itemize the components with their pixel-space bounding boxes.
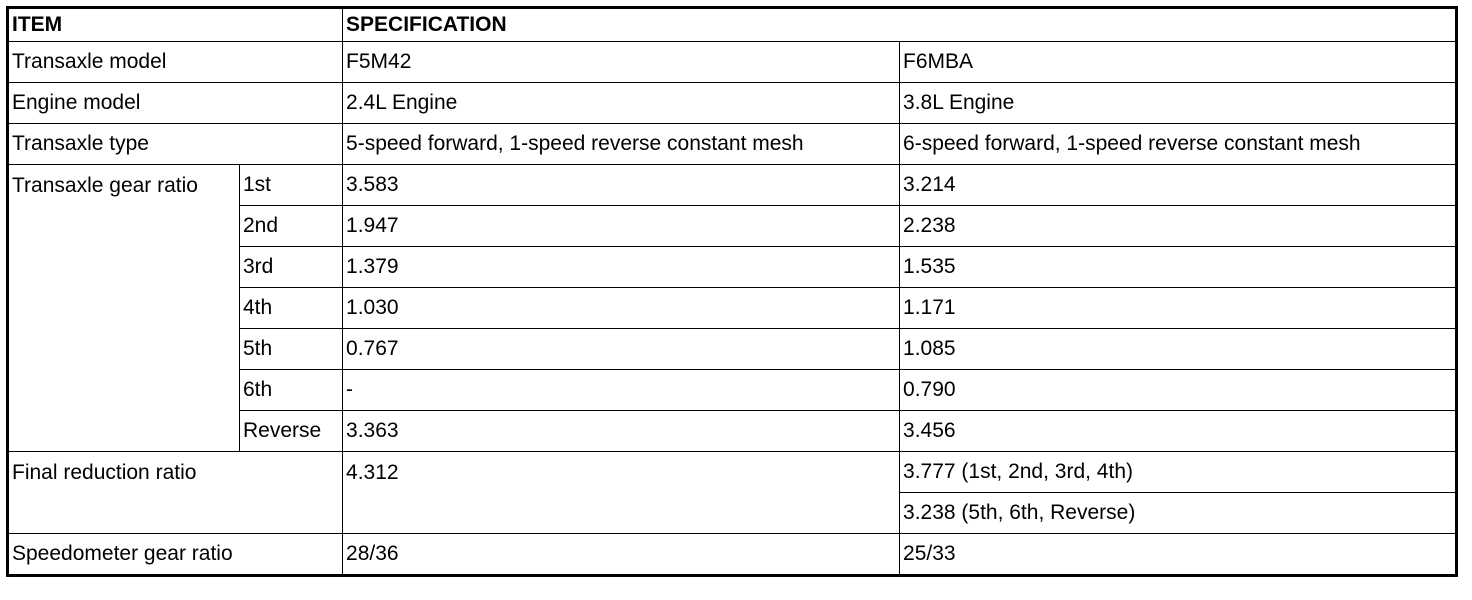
f5m42-value: 5-speed forward, 1-speed reverse constant mesh [343,124,900,165]
f5m42-value: 3.583 [343,165,900,206]
f6mba-value: 3.456 [900,411,1457,452]
row-label: Engine model [8,83,343,124]
f6mba-value: 3.214 [900,165,1457,206]
gear-label: 2nd [240,206,343,247]
f6mba-value: 3.8L Engine [900,83,1457,124]
table-row [8,42,1457,83]
row-label: Final reduction ratio [8,452,343,534]
table-header-row [8,8,1457,42]
gear-label: 4th [240,288,343,329]
row-label: Speedometer gear ratio [8,534,343,576]
f6mba-value: 25/33 [900,534,1457,576]
f6mba-value: 1.171 [900,288,1457,329]
f6mba-value: 1.085 [900,329,1457,370]
f5m42-value: F5M42 [343,42,900,83]
f5m42-value: 3.363 [343,411,900,452]
specification-table [6,6,1458,577]
f5m42-value: 1.379 [343,247,900,288]
f6mba-value: 3.238 (5th, 6th, Reverse) [900,493,1457,534]
header-specification: SPECIFICATION [343,8,1457,42]
f5m42-value: 4.312 [343,452,900,534]
f5m42-value: 28/36 [343,534,900,576]
table-row [8,452,1457,493]
gear-label: 3rd [240,247,343,288]
f6mba-value: 3.777 (1st, 2nd, 3rd, 4th) [900,452,1457,493]
table-row [8,83,1457,124]
f5m42-value: 0.767 [343,329,900,370]
f6mba-value: F6MBA [900,42,1457,83]
table-row [8,165,1457,206]
gear-label: 5th [240,329,343,370]
f5m42-value: 1.030 [343,288,900,329]
row-label: Transaxle model [8,42,343,83]
row-label: Transaxle type [8,124,343,165]
gear-label: 1st [240,165,343,206]
f5m42-value: - [343,370,900,411]
f6mba-value: 2.238 [900,206,1457,247]
table-row [8,124,1457,165]
f6mba-value: 0.790 [900,370,1457,411]
f5m42-value: 1.947 [343,206,900,247]
table-row [8,534,1457,576]
gear-label: 6th [240,370,343,411]
f6mba-value: 1.535 [900,247,1457,288]
gear-label: Reverse [240,411,343,452]
f5m42-value: 2.4L Engine [343,83,900,124]
row-label: Transaxle gear ratio [8,165,240,452]
header-item: ITEM [8,8,343,42]
f6mba-value: 6-speed forward, 1-speed reverse constant mesh [900,124,1457,165]
